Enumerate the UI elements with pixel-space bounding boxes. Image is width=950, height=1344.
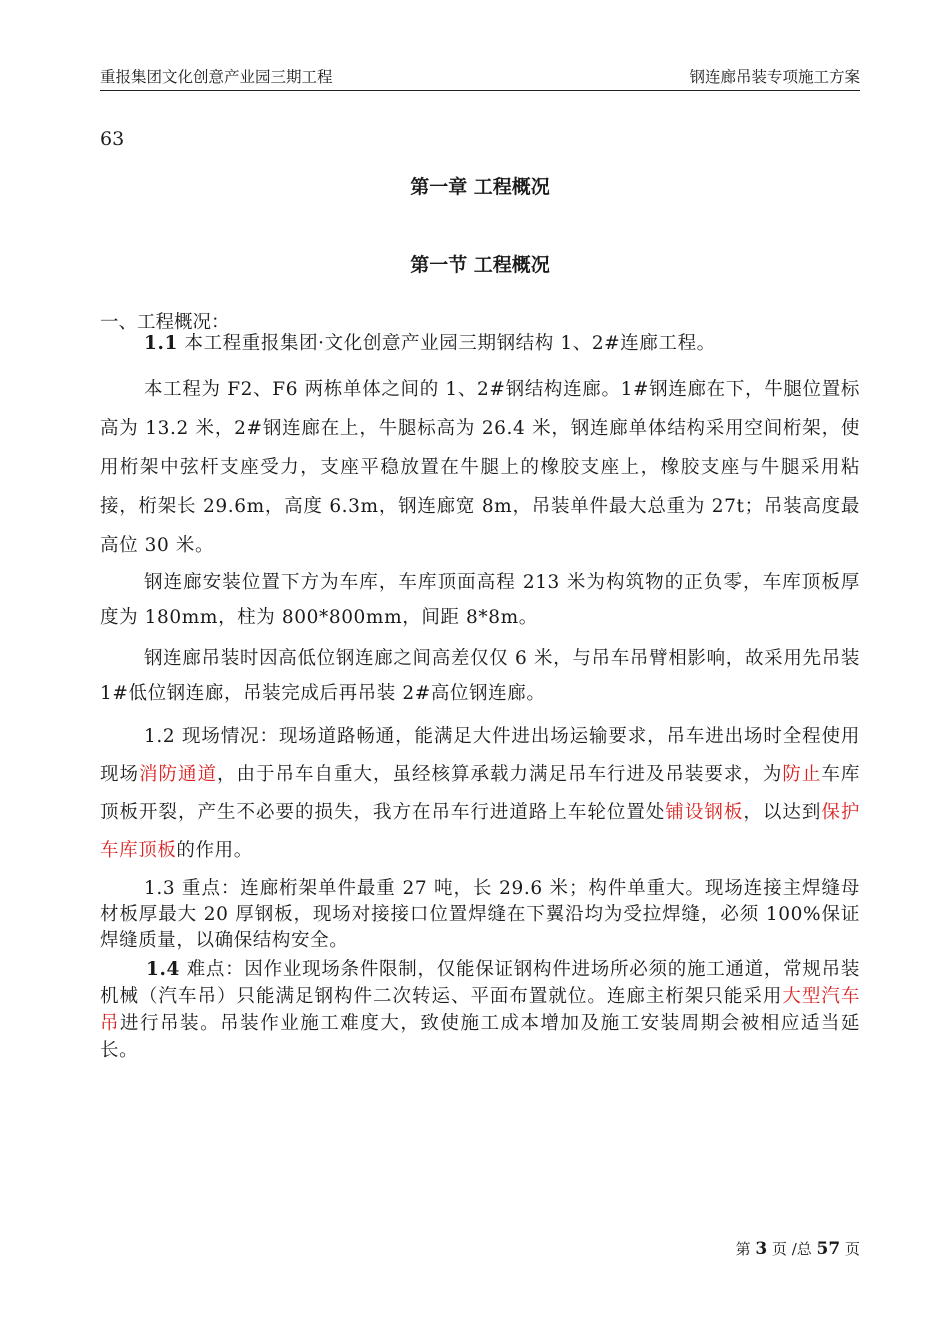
paragraph-1-2-site-conditions: [100, 718, 860, 870]
text-segment: ，以达到: [743, 802, 822, 823]
highlight-steel-plates: 铺设钢板: [665, 802, 744, 823]
paragraph-1-1: [100, 332, 860, 356]
subheading-overview: 一、工程概况：: [100, 312, 230, 333]
paragraph-structure: 本工程为 F2、F6 两栋单体之间的 1、2#钢结构连廊。1#钢连廊在下，牛腿位置标高为 13.2 米，2#钢连廊在上，牛腿标高为 26.4 米，钢连廊单体结构采用空间桁架，使用桁架中弦杆支座受力，支座平稳放置在牛腿上的橡胶支座上，橡胶支座与牛腿采用粘接，桁架长 29.6m，高度 6.3m，钢连廊宽 8m，吊装单件最大总重为 27t；吊装高度最高位 30 米。: [100, 379, 860, 556]
text-segment: ，由于吊车自重大，虽经核算承载力满足吊车行进及吊装要求，为: [217, 764, 783, 785]
paragraph-garage: 钢连廊安装位置下方为车库，车库顶面高程 213 米为构筑物的正负零，车库顶板厚度为 180mm，柱为 800*800mm，间距 8*8m。: [100, 572, 860, 628]
highlight-protect-roof: 保护车库顶板: [100, 802, 861, 861]
footer-text: 第: [735, 1240, 756, 1258]
text-segment: 进行吊装。吊装作业施工难度大，致使施工成本增加及施工安装周期会被相应适当延长。: [100, 1013, 860, 1061]
page-footer: [736, 1238, 860, 1259]
header-document-title: 钢连廊吊装专项施工方案: [689, 68, 860, 86]
item-number: 1.1: [144, 333, 178, 354]
highlight-fire-lane: 消防通道: [139, 764, 217, 785]
item-number: 1.4: [146, 959, 180, 980]
text-segment: 的作用。: [176, 840, 253, 861]
page-header: [100, 66, 860, 91]
paragraph-1-4-difficulties: [100, 956, 860, 1064]
page-mark: 63: [100, 128, 125, 150]
footer-text: 页 /总: [767, 1240, 817, 1258]
header-project-name: 重报集团文化创意产业园三期工程: [100, 68, 333, 86]
highlight-large-crane: 大型汽车吊: [100, 986, 860, 1034]
paragraph-lifting-sequence: 钢连廊吊装时因高低位钢连廊之间高差仅仅 6 米，与吊车吊臂相影响，故采用先吊装 1#低位钢连廊，吊装完成后再吊装 2#高位钢连廊。: [100, 648, 860, 704]
paragraph-text: 本工程重报集团·文化创意产业园三期钢结构 1、2#连廊工程。: [178, 333, 716, 354]
text-segment: 车库顶板开裂，产生不必要的损失，我方在吊车行进道路上车轮位置处: [100, 764, 861, 823]
text-segment: 1.2 现场情况：现场道路畅通，能满足大件进出场运输要求，吊车进出场时全程使用现场: [100, 726, 860, 785]
chapter-title: 第一章 工程概况: [410, 176, 550, 198]
highlight-prevent: 防止: [782, 764, 822, 785]
text-segment: 难点：因作业现场条件限制，仅能保证钢构件进场所必须的施工通道，常规吊装机械（汽车吊）只能满足钢构件二次转运、平面布置就位。连廊主桁架只能采用: [100, 959, 860, 1007]
paragraph-1-3-key-points: 1.3 重点：连廊桁架单件最重 27 吨，长 29.6 米；构件单重大。现场连接主焊缝母材板厚最大 20 厚钢板，现场对接接口位置焊缝在下翼沿均为受拉焊缝，必须 100%保证焊缝质量，以确保结构安全。: [100, 878, 860, 951]
footer-text: 页: [840, 1240, 860, 1258]
section-title: 第一节 工程概况: [410, 254, 550, 276]
current-page-number: 3: [755, 1239, 768, 1259]
total-page-count: 57: [816, 1239, 841, 1259]
